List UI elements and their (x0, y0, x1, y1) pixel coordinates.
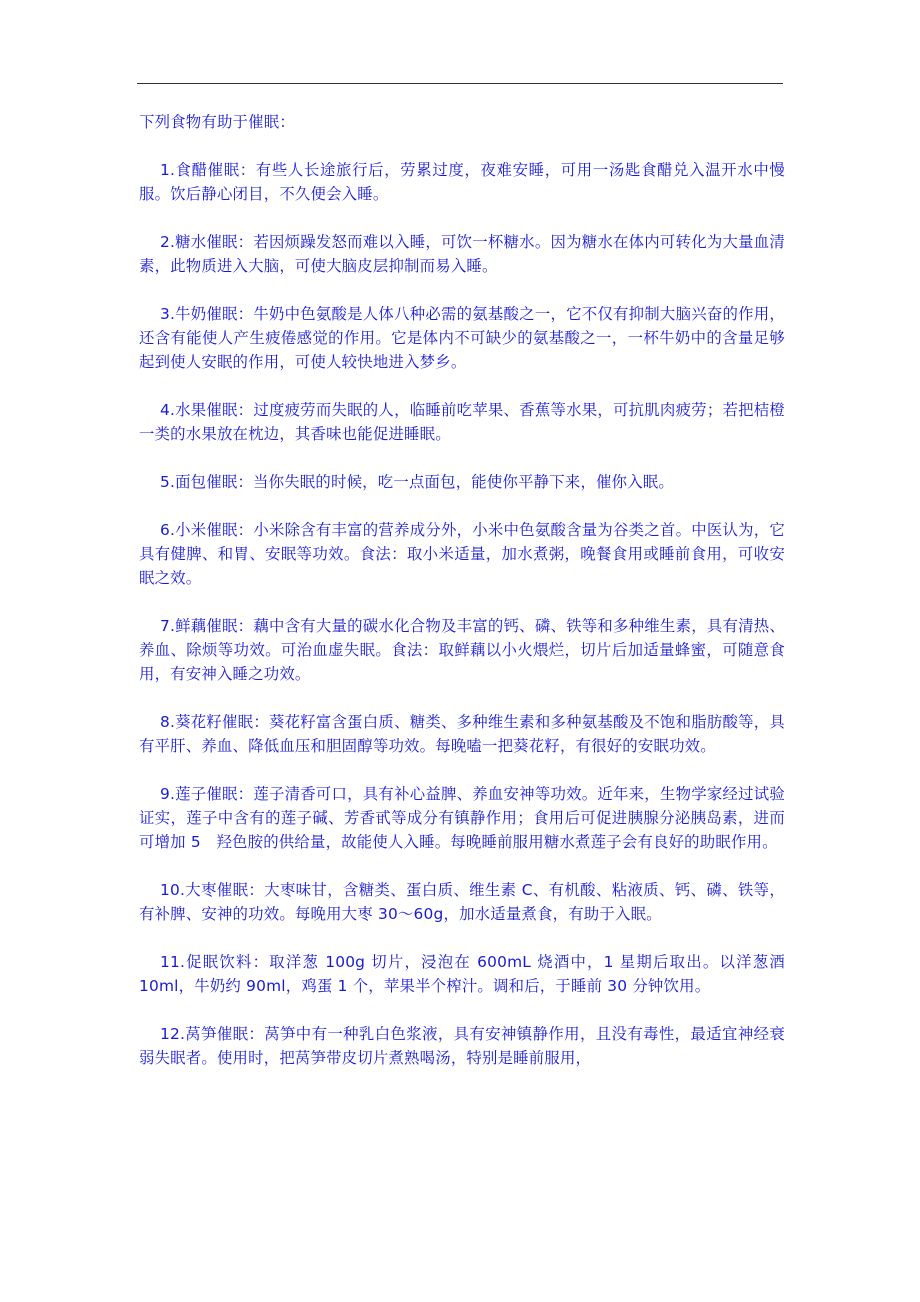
paragraph-11: 11.促眠饮料：取洋葱 100g 切片，浸泡在 600mL 烧酒中，1 星期后取出。以洋葱酒 10ml，牛奶约 90ml，鸡蛋 1 个，苹果半个榨汁。调和后，于睡前 30 分钟饮用。 (139, 953, 785, 995)
paragraph-1: 1.食醋催眠：有些人长途旅行后，劳累过度，夜难安睡，可用一汤匙食醋兑入温开水中慢服。饮后静心闭目，不久便会入睡。 (139, 161, 785, 203)
paragraph-8: 8.葵花籽催眠：葵花籽富含蛋白质、糖类、多种维生素和多种氨基酸及不饱和脂肪酸等，具有平肝、养血、降低血压和胆固醇等功效。每晚嗑一把葵花籽，有很好的安眠功效。 (139, 713, 785, 755)
paragraph-9: 9.莲子催眠：莲子清香可口，具有补心益脾、养血安神等功效。近年来，生物学家经过试验证实，莲子中含有的莲子碱、芳香甙等成分有镇静作用；食用后可促进胰腺分泌胰岛素，进而可增加 5 羟色胺的供给量，故能使人入睡。每晚睡前服用糖水煮莲子会有良好的助眠作用。 (139, 785, 785, 851)
document-body (139, 110, 785, 1094)
intro-line: 下列食物有助于催眠： (139, 113, 295, 131)
paragraph-2: 2.糖水催眠：若因烦躁发怒而难以入睡，可饮一杯糖水。因为糖水在体内可转化为大量血清素，此物质进入大脑，可使大脑皮层抑制而易入睡。 (139, 233, 785, 275)
paragraph-5: 5.面包催眠：当你失眠的时候，吃一点面包，能使你平静下来，催你入眠。 (160, 473, 674, 491)
paragraph-12: 12.莴笋催眠：莴笋中有一种乳白色浆液，具有安神镇静作用，且没有毒性，最适宜神经衰弱失眠者。使用时，把莴笋带皮切片煮熟喝汤，特别是睡前服用， (139, 1025, 785, 1067)
paragraph-7: 7.鲜藕催眠：藕中含有大量的碳水化合物及丰富的钙、磷、铁等和多种维生素，具有清热、养血、除烦等功效。可治血虚失眠。食法：取鲜藕以小火煨烂，切片后加适量蜂蜜，可随意食用，有安神入睡之功效。 (139, 617, 785, 683)
paragraph-10: 10.大枣催眠：大枣味甘，含糖类、蛋白质、维生素 C、有机酸、粘液质、钙、磷、铁等，有补脾、安神的功效。每晚用大枣 30～60g，加水适量煮食，有助于入眠。 (139, 881, 785, 923)
header-rule (137, 83, 783, 84)
paragraph-3: 3.牛奶催眠：牛奶中色氨酸是人体八种必需的氨基酸之一，它不仅有抑制大脑兴奋的作用，还含有能使人产生疲倦感觉的作用。它是体内不可缺少的氨基酸之一，一杯牛奶中的含量足够起到使人安眠的作用，可使人较快地进入梦乡。 (139, 305, 785, 371)
paragraph-6: 6.小米催眠：小米除含有丰富的营养成分外，小米中色氨酸含量为谷类之首。中医认为，它具有健脾、和胃、安眠等功效。食法：取小米适量，加水煮粥，晚餐食用或睡前食用，可收安眠之效。 (139, 521, 785, 587)
paragraph-4: 4.水果催眠：过度疲劳而失眠的人，临睡前吃苹果、香蕉等水果，可抗肌肉疲劳；若把桔橙一类的水果放在枕边，其香味也能促进睡眠。 (139, 401, 785, 443)
